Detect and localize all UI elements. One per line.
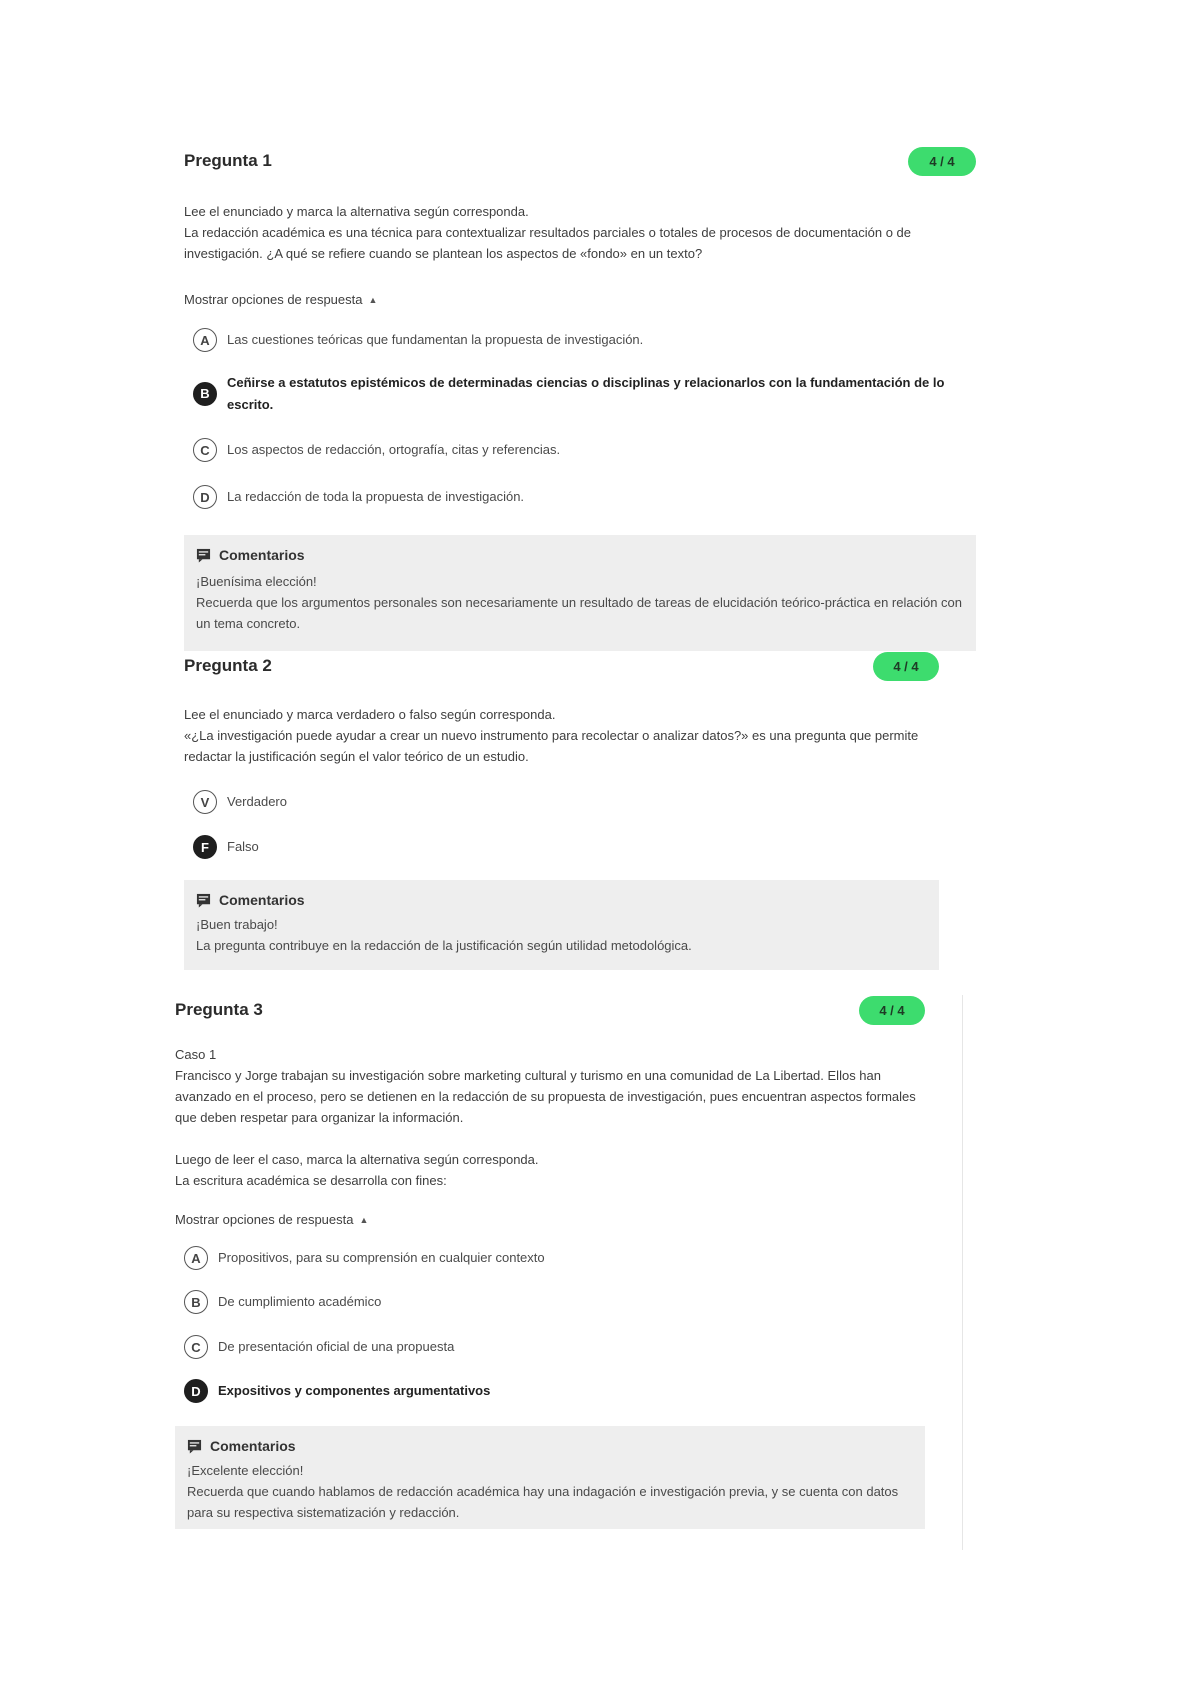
comment-box [175, 1426, 925, 1529]
option-letter: B [184, 1290, 208, 1314]
divider [962, 995, 963, 1550]
score-badge: 4 / 4 [859, 996, 925, 1025]
comment-line: Recuerda que los argumentos personales son necesariamente un resultado de tareas de elucidación teórico-práctica en relación con un tema concreto. [196, 595, 963, 631]
option-b[interactable] [193, 371, 976, 416]
comment-icon [187, 1439, 202, 1454]
question-title: Pregunta 2 [184, 656, 272, 675]
statement-line: La redacción académica es una técnica para contextualizar resultados parciales o totales de procesos de documentación o de investigación. ¿A qué se refiere cuando se plantean los aspectos de «fondo» en un texto? [184, 225, 911, 261]
statement-line: Lee el enunciado y marca verdadero o falso según corresponda. [184, 707, 556, 722]
option-letter: A [184, 1246, 208, 1270]
question-statement [175, 1044, 925, 1191]
option-text: Falso [227, 839, 259, 854]
question-header [175, 996, 925, 1028]
statement-line: «¿La investigación puede ayudar a crear un nuevo instrumento para recolectar o analizar datos?» es una pregunta que permite redactar la justificación según el valor teórico de un estudio. [184, 728, 919, 764]
option-text: Verdadero [227, 794, 287, 809]
option-a[interactable] [193, 328, 976, 352]
show-options-toggle[interactable] [184, 292, 377, 307]
question-statement [184, 704, 939, 767]
question-3 [175, 996, 925, 1529]
option-text: Ceñirse a estatutos epistémicos de determinadas ciencias o disciplinas y relacionarlos con la fundamentación de lo escrito. [227, 375, 945, 412]
comment-icon [196, 548, 211, 563]
option-text: Expositivos y componentes argumentativos [218, 1383, 491, 1398]
statement-line: Francisco y Jorge trabajan su investigación sobre marketing cultural y turismo en una comunidad de La Libertad. Ellos han avanzado en el proceso, pero se detienen en la redacción de su propuesta de investigación, pues encuentran aspectos formales que deben respetar para organizar la información. [175, 1068, 916, 1125]
option-true[interactable] [193, 790, 939, 814]
option-b[interactable] [184, 1290, 925, 1314]
option-letter-selected: D [184, 1379, 208, 1403]
statement-line: Caso 1 [175, 1047, 217, 1062]
comment-body [196, 571, 964, 634]
option-letter: A [193, 328, 217, 352]
show-options-toggle[interactable] [175, 1212, 368, 1227]
comment-title: Comentarios [219, 547, 305, 563]
option-text: Las cuestiones teóricas que fundamentan la propuesta de investigación. [227, 332, 644, 347]
comment-title: Comentarios [219, 892, 305, 908]
option-d[interactable] [184, 1379, 925, 1403]
comment-line: ¡Buen trabajo! [196, 917, 278, 932]
option-a[interactable] [184, 1246, 925, 1270]
option-letter-selected: F [193, 835, 217, 859]
caret-up-icon: ▲ [368, 294, 378, 305]
comment-body [187, 1460, 913, 1523]
comment-box [184, 535, 976, 651]
comment-line: Recuerda que cuando hablamos de redacción académica hay una indagación e investigación previa, y se cuenta con datos para su respectiva sistematización y redacción. [187, 1484, 899, 1520]
option-text: Los aspectos de redacción, ortografía, citas y referencias. [227, 442, 561, 457]
comment-line: ¡Buenísima elección! [196, 574, 317, 589]
option-c[interactable] [184, 1335, 925, 1359]
option-letter: C [193, 438, 217, 462]
question-header [184, 652, 939, 684]
option-c[interactable] [193, 438, 976, 462]
toggle-label: Mostrar opciones de respuesta [175, 1212, 354, 1227]
statement-line: Lee el enunciado y marca la alternativa según corresponda. [184, 204, 529, 219]
statement-line: La escritura académica se desarrolla con fines: [175, 1173, 447, 1188]
score-badge: 4 / 4 [873, 652, 939, 681]
comment-title: Comentarios [210, 1438, 296, 1454]
comment-header [187, 1438, 913, 1454]
option-d[interactable] [193, 485, 976, 509]
option-letter-selected: B [193, 382, 217, 406]
toggle-label: Mostrar opciones de respuesta [184, 292, 363, 307]
comment-header [196, 892, 927, 908]
option-text: De presentación oficial de una propuesta [218, 1339, 455, 1354]
option-letter: V [193, 790, 217, 814]
question-statement [184, 201, 976, 264]
comment-line: ¡Excelente elección! [187, 1463, 304, 1478]
question-1 [184, 147, 976, 650]
comment-box [184, 880, 939, 970]
option-false[interactable] [193, 835, 939, 859]
comment-icon [196, 893, 211, 908]
statement-line [175, 1128, 925, 1149]
score-badge: 4 / 4 [908, 147, 976, 176]
option-text: De cumplimiento académico [218, 1294, 382, 1309]
question-title: Pregunta 1 [184, 151, 272, 170]
option-text: Propositivos, para su comprensión en cualquier contexto [218, 1250, 545, 1265]
caret-up-icon: ▲ [359, 1214, 369, 1225]
option-letter: D [193, 485, 217, 509]
question-title: Pregunta 3 [175, 1000, 263, 1019]
question-2 [184, 652, 939, 972]
comment-header [196, 547, 964, 563]
comment-line: La pregunta contribuye en la redacción de la justificación según utilidad metodológica. [196, 938, 692, 953]
option-letter: C [184, 1335, 208, 1359]
comment-body [196, 914, 927, 956]
question-header [184, 147, 976, 179]
option-text: La redacción de toda la propuesta de investigación. [227, 489, 525, 504]
statement-line: Luego de leer el caso, marca la alternativa según corresponda. [175, 1152, 539, 1167]
